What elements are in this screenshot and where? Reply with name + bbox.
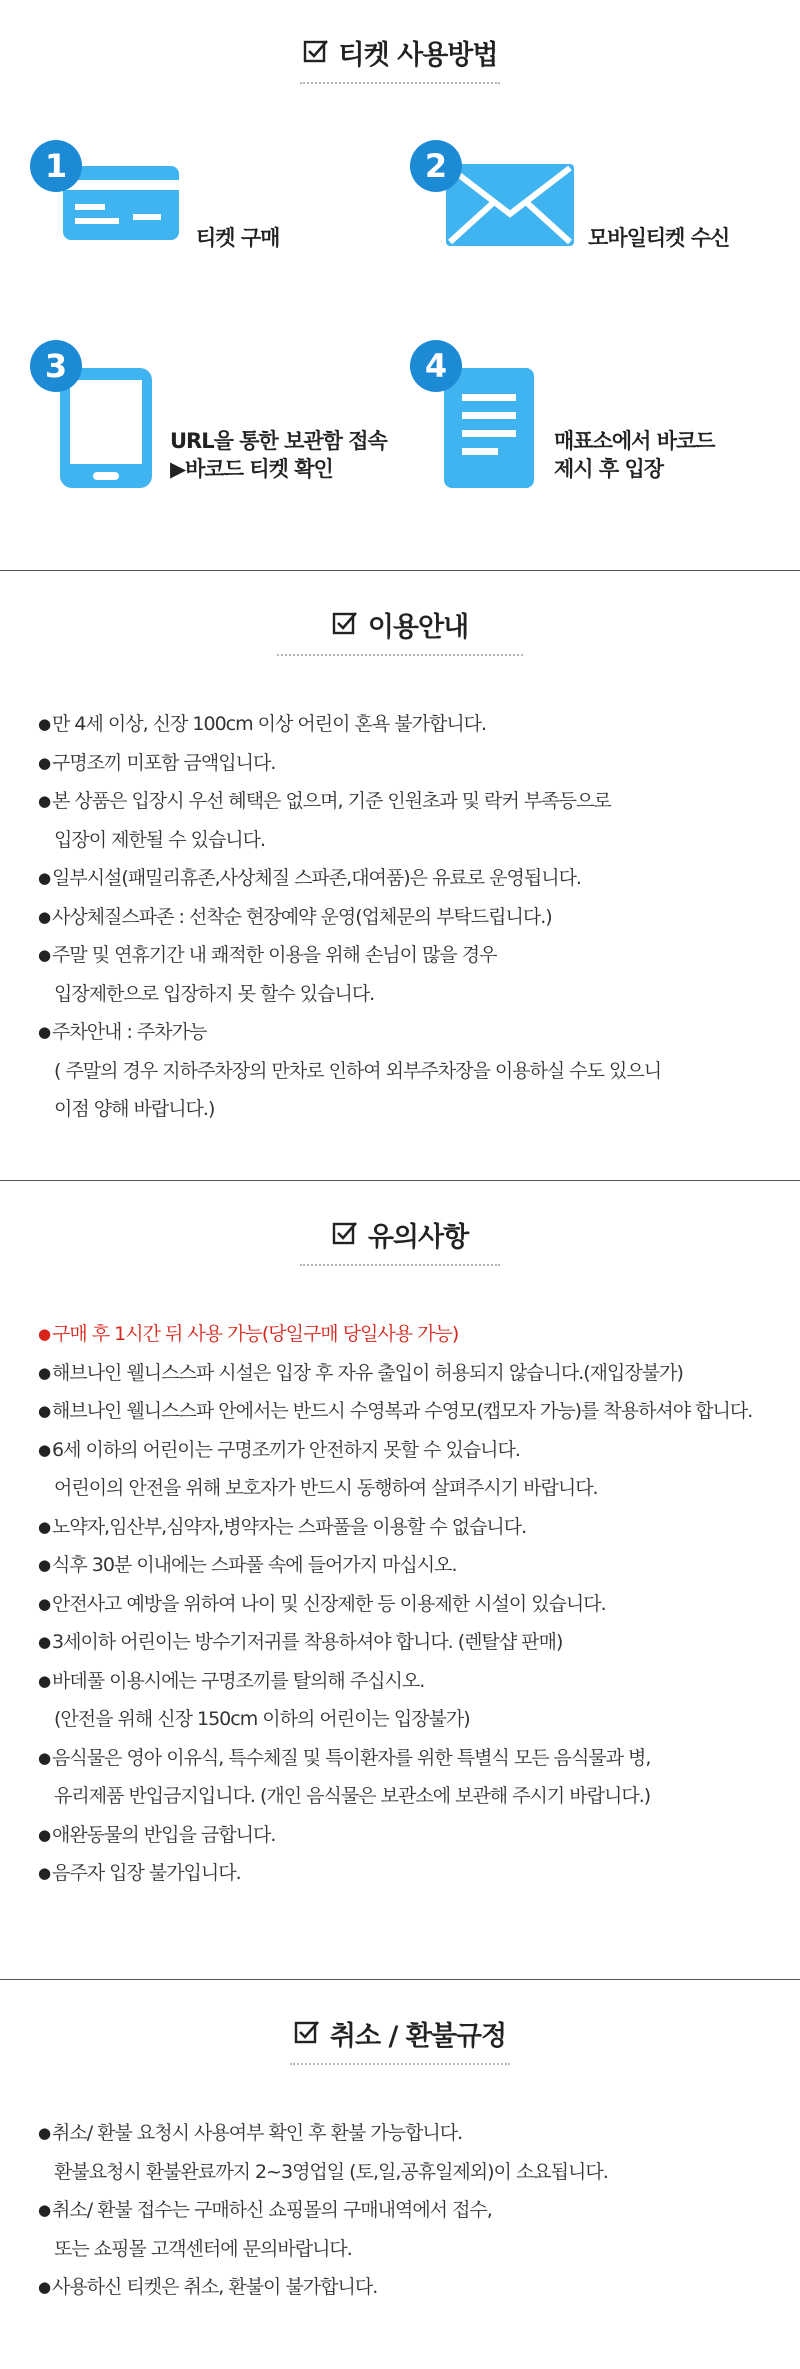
list-item-text: 어린이의 안전을 위해 보호자가 반드시 동행하여 살펴주시기 바랍니다. bbox=[54, 1477, 598, 1499]
refund-list bbox=[38, 2114, 608, 2307]
bullet-icon: ● bbox=[38, 907, 51, 926]
info-list bbox=[38, 705, 661, 1129]
bullet-icon: ● bbox=[38, 1633, 51, 1651]
bullet-icon: ● bbox=[38, 1325, 51, 1343]
bullet-icon: ● bbox=[38, 946, 51, 964]
list-item bbox=[38, 1777, 752, 1816]
list-item-text: 또는 쇼핑몰 고객센터에 문의바랍니다. bbox=[54, 2237, 352, 2260]
list-item bbox=[38, 1739, 752, 1778]
list-item bbox=[38, 1508, 752, 1547]
list-item bbox=[38, 1816, 752, 1855]
list-item-text: 해브나인 웰니스스파 시설은 입장 후 자유 출입이 허용되지 않습니다.(재입장불가) bbox=[52, 1361, 683, 1384]
notice-list bbox=[38, 1315, 752, 1893]
step-label-line2: ▶바코드 티켓 확인 bbox=[170, 457, 333, 481]
list-item bbox=[38, 1662, 752, 1701]
usage-title: 티켓 사용방법 bbox=[0, 33, 800, 72]
bullet-icon: ● bbox=[38, 1556, 51, 1574]
step-number-badge: 4 bbox=[410, 340, 462, 392]
list-item bbox=[38, 1315, 752, 1354]
list-item-text: ( 주말의 경우 지하주차장의 만차로 인하여 외부주차장을 이용하실 수도 있으니 bbox=[54, 1059, 662, 1082]
bullet-icon: ● bbox=[38, 1517, 51, 1536]
bullet-icon: ● bbox=[38, 869, 51, 887]
list-item-text: 애완동물의 반입을 금합니다. bbox=[52, 1823, 276, 1846]
list-item-text: 일부시설(패밀리휴존,사상체질 스파존,대여품)은 유료로 운영됩니다. bbox=[52, 867, 581, 889]
list-item bbox=[38, 705, 661, 744]
bullet-icon: ● bbox=[38, 1671, 51, 1690]
list-item-text: 구매 후 1시간 뒤 사용 가능(당일구매 당일사용 가능) bbox=[52, 1323, 459, 1345]
list-item bbox=[38, 2191, 608, 2230]
list-item bbox=[38, 1546, 752, 1585]
list-item bbox=[38, 1623, 752, 1662]
checkbox-icon bbox=[332, 1220, 358, 1246]
list-item bbox=[38, 975, 661, 1014]
list-item-text: 3세이하 어린이는 방수기저귀를 착용하셔야 합니다. (렌탈샵 판매) bbox=[52, 1631, 563, 1653]
bullet-icon: ● bbox=[38, 715, 51, 733]
list-item-text: 취소/ 환불 요청시 사용여부 확인 후 환불 가능합니다. bbox=[52, 2122, 463, 2144]
checkbox-icon bbox=[303, 38, 329, 64]
list-item-text: 음주자 입장 불가입니다. bbox=[52, 1862, 241, 1884]
checkbox-icon bbox=[332, 610, 358, 636]
list-item-text: 입장이 제한될 수 있습니다. bbox=[54, 828, 266, 851]
bullet-icon: ● bbox=[38, 753, 51, 772]
credit-card-icon bbox=[63, 166, 179, 240]
list-item-text: 주차안내 : 주차가능 bbox=[52, 1021, 207, 1043]
bullet-icon: ● bbox=[38, 2278, 51, 2296]
list-item bbox=[38, 2114, 608, 2153]
bullet-icon: ● bbox=[38, 1864, 51, 1882]
info-title: 이용안내 bbox=[0, 605, 800, 644]
step-label: 모바일티켓 수신 bbox=[588, 226, 730, 250]
list-item bbox=[38, 1052, 661, 1091]
list-item bbox=[38, 1354, 752, 1393]
bullet-icon: ● bbox=[38, 792, 51, 810]
list-item-text: (안전을 위해 신장 150cm 이하의 어린이는 입장불가) bbox=[54, 1708, 470, 1730]
step-3 bbox=[30, 340, 400, 490]
list-item bbox=[38, 2153, 608, 2192]
list-item bbox=[38, 2268, 608, 2307]
list-item bbox=[38, 744, 661, 783]
list-item bbox=[38, 1013, 661, 1052]
list-item bbox=[38, 1469, 752, 1508]
list-item-text: 주말 및 연휴기간 내 쾌적한 이용을 위해 손님이 많을 경우 bbox=[52, 944, 497, 966]
step-number-badge: 1 bbox=[30, 140, 82, 192]
step-number-badge: 3 bbox=[30, 340, 82, 392]
list-item bbox=[38, 2230, 608, 2269]
step-4 bbox=[410, 340, 790, 490]
list-item-text: 안전사고 예방을 위하여 나이 및 신장제한 등 이용제한 시설이 있습니다. bbox=[52, 1592, 606, 1615]
bullet-icon: ● bbox=[38, 1825, 51, 1844]
list-item-text: 구명조끼 미포함 금액입니다. bbox=[52, 751, 276, 774]
list-item bbox=[38, 1431, 752, 1470]
step-1 bbox=[30, 140, 330, 260]
list-item-text: 유리제품 반입금지입니다. (개인 음식물은 보관소에 보관해 주시기 바랍니다.) bbox=[54, 1785, 651, 1807]
list-item-text: 환불요청시 환불완료까지 2~3영업일 (토,일,공휴일제외)이 소요됩니다. bbox=[54, 2160, 608, 2183]
document-icon bbox=[444, 368, 534, 488]
list-item bbox=[38, 1090, 661, 1129]
list-item bbox=[38, 821, 661, 860]
list-item-text: 본 상품은 입장시 우선 혜택은 없으며, 기준 인원초과 및 락커 부족등으로 bbox=[52, 790, 611, 812]
list-item bbox=[38, 898, 661, 937]
step-number-badge: 2 bbox=[410, 140, 462, 192]
step-2 bbox=[410, 140, 790, 260]
list-item bbox=[38, 936, 661, 975]
list-item-text: 노약자,임산부,심약자,병약자는 스파풀을 이용할 수 없습니다. bbox=[52, 1515, 527, 1538]
bullet-icon: ● bbox=[38, 2201, 51, 2219]
bullet-icon: ● bbox=[38, 2124, 51, 2142]
refund-section bbox=[0, 1980, 800, 2369]
checkbox-icon bbox=[294, 2019, 320, 2045]
list-item bbox=[38, 859, 661, 898]
envelope-icon bbox=[446, 164, 574, 246]
bullet-icon: ● bbox=[38, 1440, 51, 1459]
list-item-text: 만 4세 이상, 신장 100cm 이상 어린이 혼욕 불가합니다. bbox=[52, 713, 487, 735]
refund-title: 취소 / 환불규정 bbox=[0, 2014, 800, 2053]
bullet-icon: ● bbox=[38, 1363, 51, 1382]
notice-section bbox=[0, 1181, 800, 1979]
list-item-text: 이점 양해 바랍니다.) bbox=[54, 1098, 215, 1120]
bullet-icon: ● bbox=[38, 1594, 51, 1613]
list-item-text: 취소/ 환불 접수는 구매하신 쇼핑몰의 구매내역에서 접수, bbox=[52, 2199, 492, 2221]
list-item bbox=[38, 1392, 752, 1431]
step-label-line1: 매표소에서 바코드 bbox=[554, 429, 715, 453]
list-item-text: 사용하신 티켓은 취소, 환불이 불가합니다. bbox=[52, 2276, 378, 2298]
list-item-text: 사상체질스파존 : 선착순 현장예약 운영(업체문의 부탁드립니다.) bbox=[52, 905, 552, 928]
bullet-icon: ● bbox=[38, 1023, 51, 1041]
bullet-icon: ● bbox=[38, 1402, 51, 1420]
info-section bbox=[0, 571, 800, 1180]
notice-title: 유의사항 bbox=[0, 1215, 800, 1254]
step-label-line1: URL을 통한 보관함 접속 bbox=[170, 429, 387, 453]
bullet-icon: ● bbox=[38, 1748, 51, 1767]
step-label: 티켓 구매 bbox=[196, 226, 280, 250]
smartphone-icon bbox=[60, 368, 152, 488]
list-item bbox=[38, 1585, 752, 1624]
list-item bbox=[38, 1700, 752, 1739]
step-label-line2: 제시 후 입장 bbox=[554, 457, 664, 481]
usage-section bbox=[0, 0, 800, 570]
list-item-text: 식후 30분 이내에는 스파풀 속에 들어가지 마십시오. bbox=[52, 1554, 457, 1576]
list-item-text: 6세 이하의 어린이는 구명조끼가 안전하지 못할 수 있습니다. bbox=[52, 1438, 520, 1461]
list-item-text: 음식물은 영아 이유식, 특수체질 및 특이환자를 위한 특별식 모든 음식물과 병, bbox=[52, 1746, 651, 1769]
list-item bbox=[38, 782, 661, 821]
list-item bbox=[38, 1854, 752, 1893]
list-item-text: 입장제한으로 입장하지 못 할수 있습니다. bbox=[54, 982, 375, 1005]
list-item-text: 바데풀 이용시에는 구명조끼를 탈의해 주십시오. bbox=[52, 1669, 425, 1692]
list-item-text: 해브나인 웰니스스파 안에서는 반드시 수영복과 수영모(캡모자 가능)를 착용하셔야 합니다. bbox=[52, 1400, 753, 1422]
